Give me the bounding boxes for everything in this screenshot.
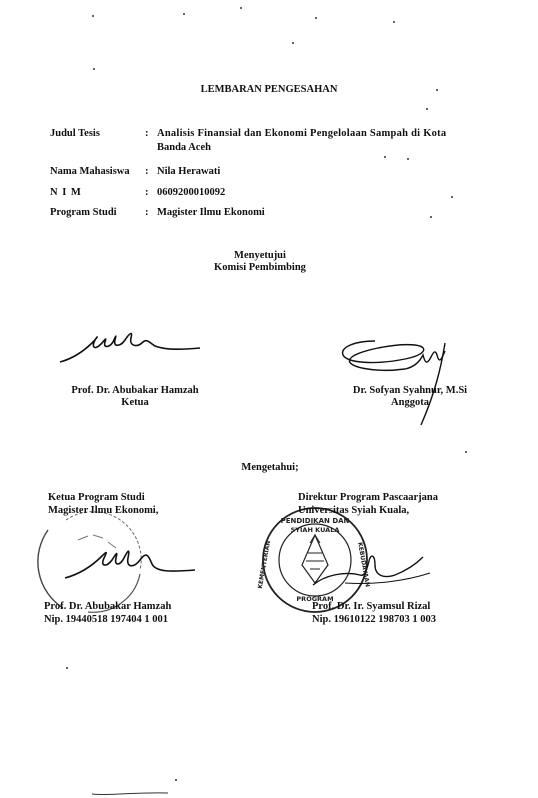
scan-speck	[292, 42, 294, 44]
scan-speck	[175, 779, 177, 781]
scan-mark	[90, 788, 170, 798]
signature-supervisor-2	[335, 333, 460, 433]
svg-text:KEBUDAYAAN: KEBUDAYAAN	[356, 541, 371, 588]
official-1-name: Prof. Dr. Abubakar Hamzah	[44, 601, 172, 612]
field-colon: :	[145, 207, 149, 218]
document-title: LEMBARAN PENGESAHAN	[200, 84, 338, 95]
signature-supervisor-1	[55, 320, 205, 370]
official-2-nip: Nip. 19610122 198703 1 003	[312, 614, 436, 625]
field-colon: :	[145, 166, 149, 177]
svg-text:PROGRAM: PROGRAM	[296, 595, 334, 603]
field-colon: :	[145, 128, 149, 139]
nim-value: 0609200010092	[157, 187, 226, 198]
signature-official-2	[305, 535, 435, 595]
official-2-subtitle: Universitas Syiah Kuala,	[298, 505, 410, 516]
signature-official-1	[60, 540, 200, 585]
scan-speck	[93, 68, 95, 70]
official-2-title: Direktur Program Pascaarjana	[298, 492, 438, 503]
scan-speck	[183, 13, 185, 15]
official-1-subtitle: Magister Ilmu Ekonomi,	[48, 505, 159, 516]
thesis-title-label: Judul Tesis	[50, 128, 100, 139]
approval-heading: Menyetujui	[234, 250, 286, 261]
study-program-value: Magister Ilmu Ekonomi	[157, 207, 265, 218]
scan-speck	[315, 17, 317, 19]
approval-committee: Komisi Pembimbing	[214, 262, 306, 273]
nim-label: N I M	[50, 187, 82, 198]
scan-speck	[426, 108, 428, 110]
student-name-value: Nila Herawati	[157, 166, 221, 177]
study-program-label: Program Studi	[50, 207, 117, 218]
supervisor-1-role: Ketua	[121, 397, 149, 408]
svg-text:PENDIDIKAN DAN: PENDIDIKAN DAN	[280, 517, 350, 525]
supervisor-2-role: Anggota	[391, 397, 429, 408]
acknowledged-heading: Mengetahui;	[241, 462, 299, 473]
student-name-label: Nama Mahasiswa	[50, 166, 130, 177]
scan-speck	[393, 21, 395, 23]
thesis-title-value-line2: Banda Aceh	[157, 142, 211, 153]
svg-text:SYIAH KUALA: SYIAH KUALA	[290, 526, 340, 534]
scan-speck	[240, 7, 242, 9]
field-colon: :	[145, 187, 149, 198]
svg-text:KEMENTERIAN: KEMENTERIAN	[256, 540, 273, 590]
supervisor-1-name: Prof. Dr. Abubakar Hamzah	[71, 385, 199, 396]
official-1-nip: Nip. 19440518 197404 1 001	[44, 614, 168, 625]
scan-speck	[407, 158, 409, 160]
official-1-title: Ketua Program Studi	[48, 492, 145, 503]
official-2-name: Prof. Dr. Ir. Syamsul Rizal	[312, 601, 431, 612]
scan-speck	[66, 667, 68, 669]
scan-speck	[430, 216, 432, 218]
supervisor-2-name: Dr. Sofyan Syahnur, M.Si	[352, 385, 468, 396]
scan-speck	[92, 15, 94, 17]
thesis-title-value: Analisis Finansial dan Ekonomi Pengelolaan Sampah di Kota	[157, 128, 447, 139]
scan-speck	[384, 156, 386, 158]
scan-speck	[451, 196, 453, 198]
scan-speck	[465, 451, 467, 453]
